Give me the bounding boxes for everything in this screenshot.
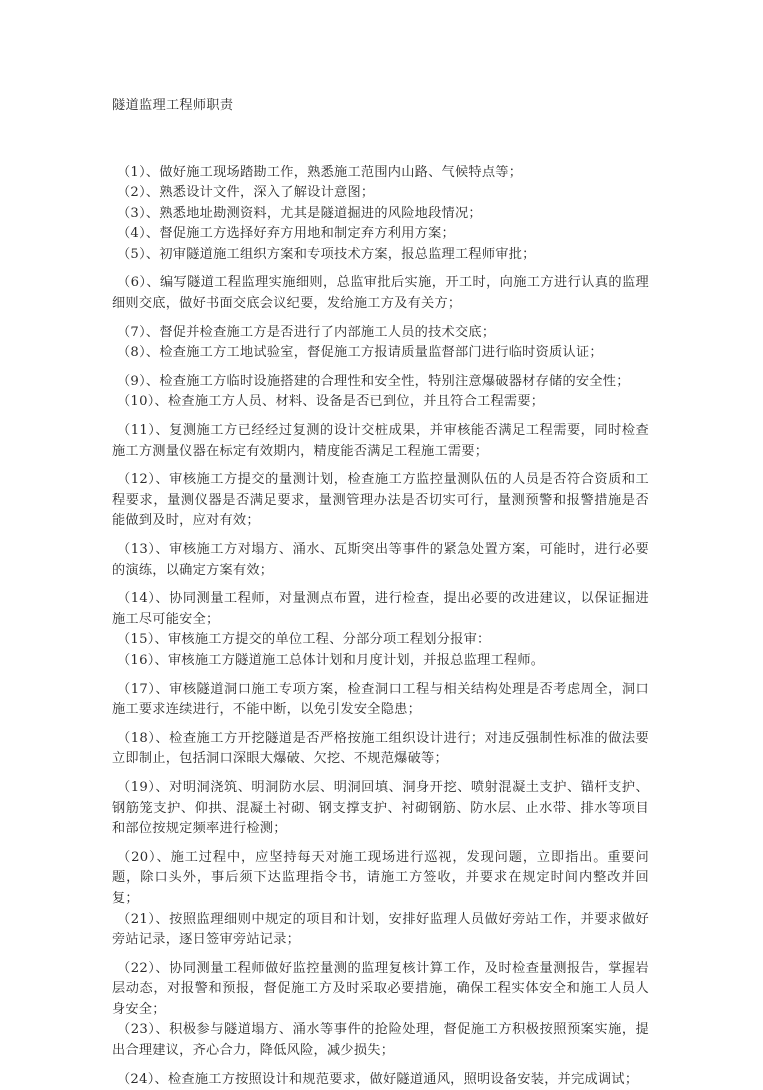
clause-item: （5）、初审隧道施工组织方案和专项技术方案，报总监理工程师审批； [112, 245, 649, 266]
clause-item: （12）、审核施工方提交的量测计划，检查施工方监控量测队伍的人员是否符合资质和工程要求，量测仪器是否满足要求，量测管理办法是否切实可行，量测预警和报警措施是否能做到及时，应对有效； [112, 470, 649, 532]
clause-item: （10）、检查施工方人员、材料、设备是否已到位，并且符合工程需要； [112, 392, 649, 413]
clause-item: （17）、审核隧道洞口施工专项方案，检查洞口工程与相关结构处理是否考虑周全，洞口施工要求连续进行，不能中断，以免引发安全隐患； [112, 680, 649, 721]
clause-item: （14）、协同测量工程师，对量测点布置，进行检查，提出必要的改进建议，以保证掘进施工尽可能安全； [112, 589, 649, 630]
clause-item: （4）、督促施工方选择好弃方用地和制定弃方利用方案； [112, 224, 649, 245]
clause-item: （2）、熟悉设计文件，深入了解设计意图； [112, 183, 649, 204]
page-title: 隧道监理工程师职责 [112, 96, 649, 117]
clause-item: （18）、检查施工方开挖隧道是否严格按施工组织设计进行；对违反强制性标准的做法要立即制止，包括洞口深眼大爆破、欠挖、不规范爆破等； [112, 729, 649, 770]
clause-item: （1）、做好施工现场踏勘工作，熟悉施工范围内山路、气候特点等； [112, 163, 649, 184]
clause-item: （9）、检查施工方临时设施搭建的合理性和安全性，特别注意爆破器材存储的安全性； [112, 372, 649, 393]
clause-item: （23）、积极参与隧道塌方、涌水等事件的抢险处理，督促施工方积极按照预案实施，提出合理建议，齐心合力，降低风险，减少损失； [112, 1020, 649, 1061]
clause-item: （7）、督促并检查施工方是否进行了内部施工人员的技术交底； [112, 323, 649, 344]
document-body [112, 96, 649, 1090]
clause-item: （13）、审核施工方对塌方、涌水、瓦斯突出等事件的紧急处置方案，可能时，进行必要的演练，以确定方案有效； [112, 540, 649, 581]
clause-item: （20）、施工过程中，应坚持每天对施工现场进行巡视，发现问题，立即指出。重要问题，除口头外，事后须下达监理指令书，请施工方签收，并要求在规定时间内整改并回复； [112, 848, 649, 910]
clause-item: （11）、复测施工方已经经过复测的设计交桩成果，并审核能否满足工程需要，同时检查施工方测量仪器在标定有效期内，精度能否满足工程施工需要； [112, 421, 649, 462]
clause-item: （21）、按照监理细则中规定的项目和计划，安排好监理人员做好旁站工作，并要求做好旁站记录，逐日签审旁站记录； [112, 910, 649, 951]
responsibility-list [112, 163, 649, 1090]
clause-item: （15）、审核施工方提交的单位工程、分部分项工程划分报审： [112, 630, 649, 651]
title-spacer [112, 117, 649, 155]
clause-item: （24）、检查施工方按照设计和规范要求，做好隧道通风，照明设备安装，并完成调试； [112, 1070, 649, 1090]
clause-item: （6）、编写隧道工程监理实施细则，总监审批后实施，开工时，向施工方进行认真的监理细则交底，做好书面交底会议纪要，发给施工方及有关方； [112, 273, 649, 314]
clause-item: （22）、协同测量工程师做好监控量测的监理复核计算工作，及时检查量测报告，掌握岩层动态，对报警和预报，督促施工方及时采取必要措施，确保工程实体安全和施工人员人身安全； [112, 959, 649, 1021]
clause-item: （8）、检查施工方工地试验室，督促施工方报请质量监督部门进行临时资质认证； [112, 343, 649, 364]
clause-item: （16）、审核施工方隧道施工总体计划和月度计划，并报总监理工程师。 [112, 651, 649, 672]
clause-item: （19）、对明洞浇筑、明洞防水层、明洞回填、洞身开挖、喷射混凝土支护、锚杆支护、钢筋笼支护、仰拱、混凝土衬砌、钢支撑支护、衬砌钢筋、防水层、止水带、排水等项目和部位按规定频率进行检测； [112, 778, 649, 840]
clause-item: （3）、熟悉地址勘测资料，尤其是隧道掘进的风险地段情况； [112, 204, 649, 225]
